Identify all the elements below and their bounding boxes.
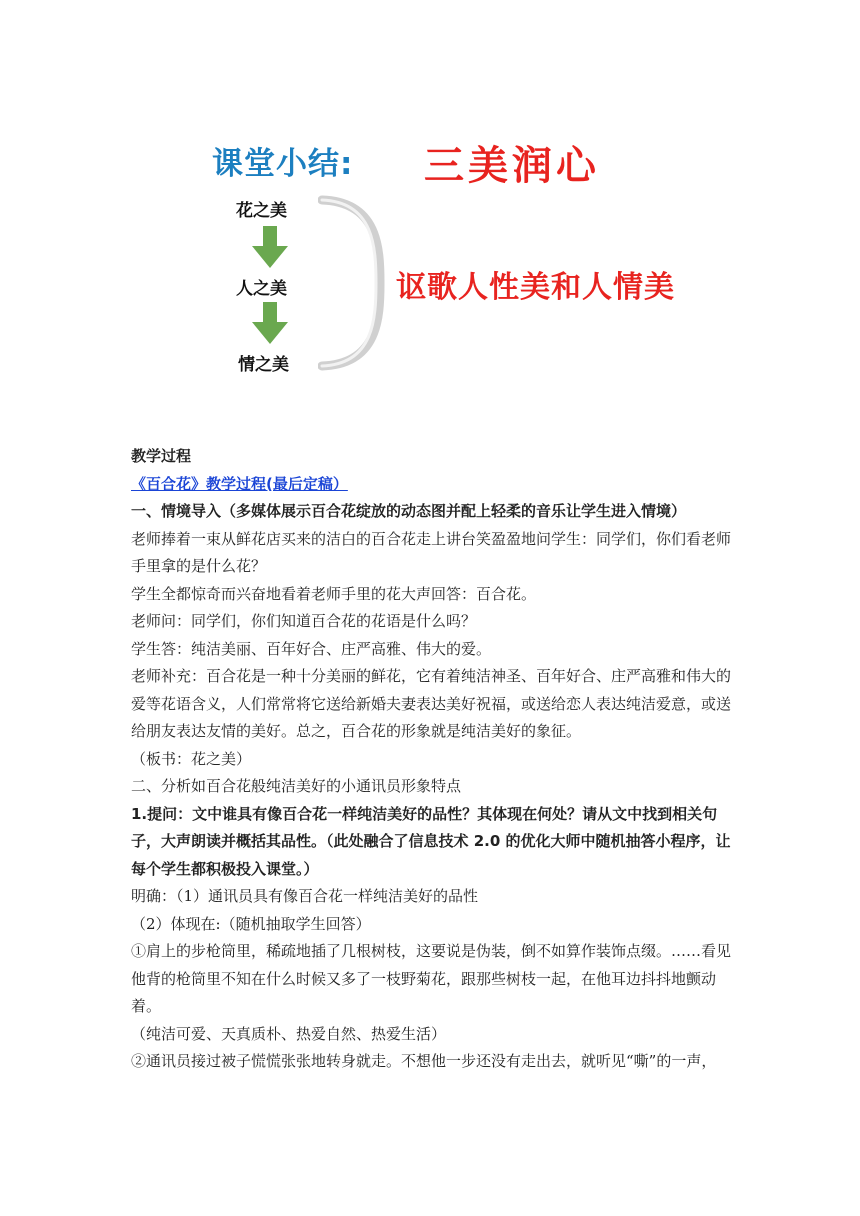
paragraph: 明确：（1）通讯员具有像百合花一样纯洁美好的品性: [131, 887, 479, 905]
paragraph: ②通讯员接过被子慌慌张张地转身就走。不想他一步还没有走出去，就听见“嘶”的一声，: [131, 1052, 717, 1070]
paragraph: 学生答：纯洁美丽、百年好合、庄严高雅、伟大的爱。: [131, 639, 492, 658]
paragraph: 老师问：同学们，你们知道百合花的花语是什么吗？: [131, 612, 477, 630]
diagram-title: 课堂小结:: [212, 146, 354, 182]
down-arrow-icon: [252, 302, 288, 344]
paragraph: 学生全都惊奇而兴奋地看着老师手里的花大声回答：百合花。: [131, 584, 537, 603]
stage-emotion-beauty: 情之美: [238, 355, 289, 375]
paragraph: （纯洁可爱、天真质朴、热爱自然、热爱生活）: [131, 1024, 447, 1043]
down-arrow-icon: [252, 226, 288, 268]
section-2-heading: 二、分析如百合花般纯洁美好的小通讯员形象特点: [131, 777, 462, 795]
paragraph: （板书：花之美）: [131, 749, 252, 768]
diagram-conclusion: 讴歌人性美和人情美: [396, 270, 675, 305]
right-bracket-icon: [318, 188, 388, 378]
stage-flower-beauty: 花之美: [236, 201, 287, 221]
summary-diagram: [200, 128, 720, 388]
diagram-subtitle: 三美润心: [424, 143, 600, 189]
paragraph: 老师补充：百合花是一种十分美丽的鲜花，它有着纯洁神圣、百年好合、庄严高雅和伟大的爱等花语含义，人们常常将它送给新婚夫妻表达美好祝福，或送给恋人表达纯洁爱意，或送给朋友表达友情的美好。总之，百合花的形象就是纯洁美好的象征。: [131, 667, 732, 740]
section-1-heading: 一、情境导入（多媒体展示百合花绽放的动态图并配上轻柔的音乐让学生进入情境）: [131, 502, 687, 520]
question: 1.提问：文中谁具有像百合花一样纯洁美好的品性？其体现在何处？请从文中找到相关句子，大声朗读并概括其品性。（此处融合了信息技术 2.0 的优化大师中随机抽答小程序，让每个学生都积极投入课堂。）: [131, 804, 731, 878]
lesson-text: [131, 443, 741, 1076]
paragraph: ①肩上的步枪筒里，稀疏地插了几根树枝，这要说是伪装，倒不如算作装饰点缀。……看见他背的枪筒里不知在什么时候又多了一枝野菊花，跟那些树枝一起，在他耳边抖抖地颤动着。: [131, 942, 732, 1015]
lesson-plan-link[interactable]: 《百合花》教学过程(最后定稿）: [131, 474, 348, 493]
section-heading: 教学过程: [131, 447, 192, 465]
paragraph: 老师捧着一束从鲜花店买来的洁白的百合花走上讲台笑盈盈地问学生：同学们，你们看老师手里拿的是什么花？: [131, 529, 732, 575]
stage-human-beauty: 人之美: [236, 279, 287, 299]
paragraph: （2）体现在:（随机抽取学生回答）: [131, 914, 371, 933]
